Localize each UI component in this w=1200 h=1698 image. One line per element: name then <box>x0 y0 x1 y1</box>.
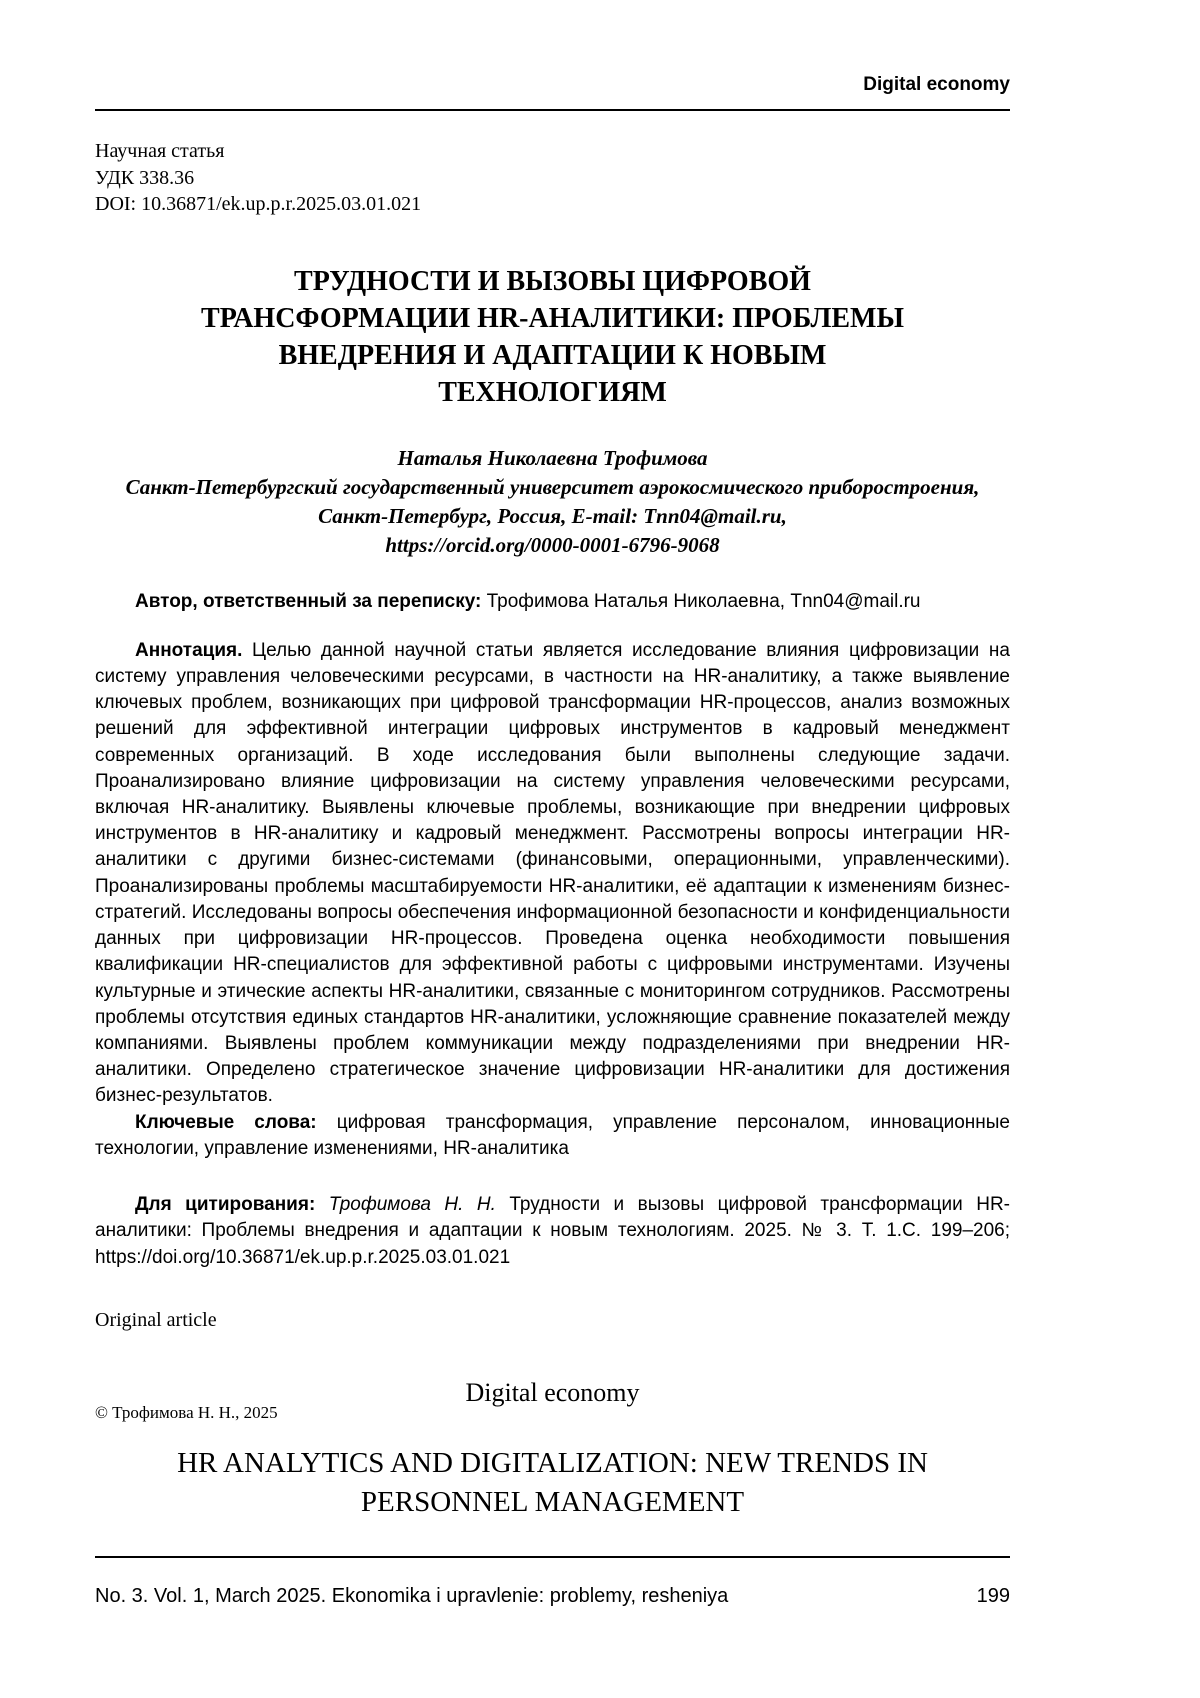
footer-journal-info: No. 3. Vol. 1, March 2025. Ekonomika i upravlenie: problemy, resheniya <box>95 1585 729 1607</box>
copyright-line: © Трофимова Н. Н., 2025 <box>95 1403 278 1422</box>
author-orcid: https://orcid.org/0000-0001-6796-9068 <box>385 532 720 557</box>
header-rule <box>95 109 1010 111</box>
citation-author: Трофимова Н. Н. <box>315 1194 496 1216</box>
article-type: Научная статья <box>95 140 225 162</box>
doi-line: DOI: 10.36871/ek.up.p.r.2025.03.01.021 <box>95 193 422 216</box>
author-affiliation: Санкт-Петербургский государственный университет аэрокосмического приборостроения, Санкт-Петербург, Россия, E-mail: Tnn04@mail.ru, <box>125 474 980 528</box>
abstract-text: Целью данной научной статьи является исследование влияния цифровизации на систему управления человеческими ресурсами, в частности на HR-аналитику, а также выявление ключевых проблем, возникающих при цифровой трансформации HR-процессов, анализ возможных решений для эффективной интеграции цифровых инструментов в кадровый менеджмент современных организаций. В ходе исследования были выполнены следующие задачи. Проанализировано влияние цифровизации на систему управления человеческими ресурсами, включая HR-аналитику. Выявлены ключевые проблемы, возникающие при внедрении цифровых инструментов в HR-аналитику и кадровый менеджмент. Рассмотрены вопросы интеграции HR-аналитики с другими бизнес-системами (финансовыми, операционными, управленческими). Проанализированы проблемы масштабируемости HR-аналитики, её адаптации к изменениям бизнес-стратегий. Исследованы вопросы обеспечения информационной безопасности и конфиденциальности данных при цифровизации HR-процессов. Проведена оценка необходимости повышения квалификации HR-специалистов для эффективной работы с цифровыми инструментами. Изучены культурные и этические аспекты HR-аналитики, связанные с мониторингом сотрудников. Рассмотрены проблемы отсутствия единых стандартов HR-аналитики, усложняющие сравнение показателей между компаниями. Выявлены проблем коммуникации между подразделениями при внедрении HR-аналитики. Определено стратегическое значение цифровизации HR-аналитики для достижения бизнес-результатов. <box>95 639 1010 1107</box>
keywords-paragraph <box>95 1110 1010 1162</box>
author-block <box>123 444 983 560</box>
abstract-paragraph <box>95 638 1010 1110</box>
correspondence-line <box>95 589 1010 615</box>
footer-page-number: 199 <box>976 1585 1010 1607</box>
correspondence-text: Трофимова Наталья Николаевна, Tnn04@mail.ru <box>481 591 921 613</box>
author-name: Наталья Николаевна Трофимова <box>397 445 708 470</box>
article-title-ru: ТРУДНОСТИ И ВЫЗОВЫ ЦИФРОВОЙ ТРАНСФОРМАЦИИ HR-АНАЛИТИКИ: ПРОБЛЕМЫ ВНЕДРЕНИЯ И АДАПТАЦИИ К НОВЫМ ТЕХНОЛОГИЯМ <box>201 265 904 408</box>
keywords-label: Ключевые слова: <box>135 1111 317 1133</box>
keywords-text: цифровая трансформация, управление персоналом, инновационные технологии, управление изменениями, HR-аналитика <box>95 1111 1010 1159</box>
abstract-label: Аннотация. <box>135 639 243 661</box>
running-head: Digital economy <box>863 74 1010 95</box>
udk-number: УДК 338.36 <box>95 166 195 189</box>
article-title-en: HR ANALYTICS AND DIGITALIZATION: NEW TRENDS IN PERSONNEL MANAGEMENT <box>177 1446 928 1518</box>
correspondence-label: Автор, ответственный за переписку: <box>135 591 482 613</box>
citation-paragraph <box>95 1192 1010 1271</box>
section-title-en: Digital economy <box>465 1377 640 1407</box>
article-meta <box>95 138 1010 218</box>
original-article-label: Original article <box>95 1308 217 1331</box>
page-footer <box>95 1556 1010 1608</box>
citation-label: Для цитирования: <box>135 1194 316 1216</box>
citation-text: Трудности и вызовы цифровой трансформации HR-аналитики: Проблемы внедрения и адаптации к новым технологиям. 2025. № 3. Т. 1.С. 199–206; https://doi.org/10.36871/ek.up.p.r.2025.03.01.021 <box>95 1194 1010 1268</box>
